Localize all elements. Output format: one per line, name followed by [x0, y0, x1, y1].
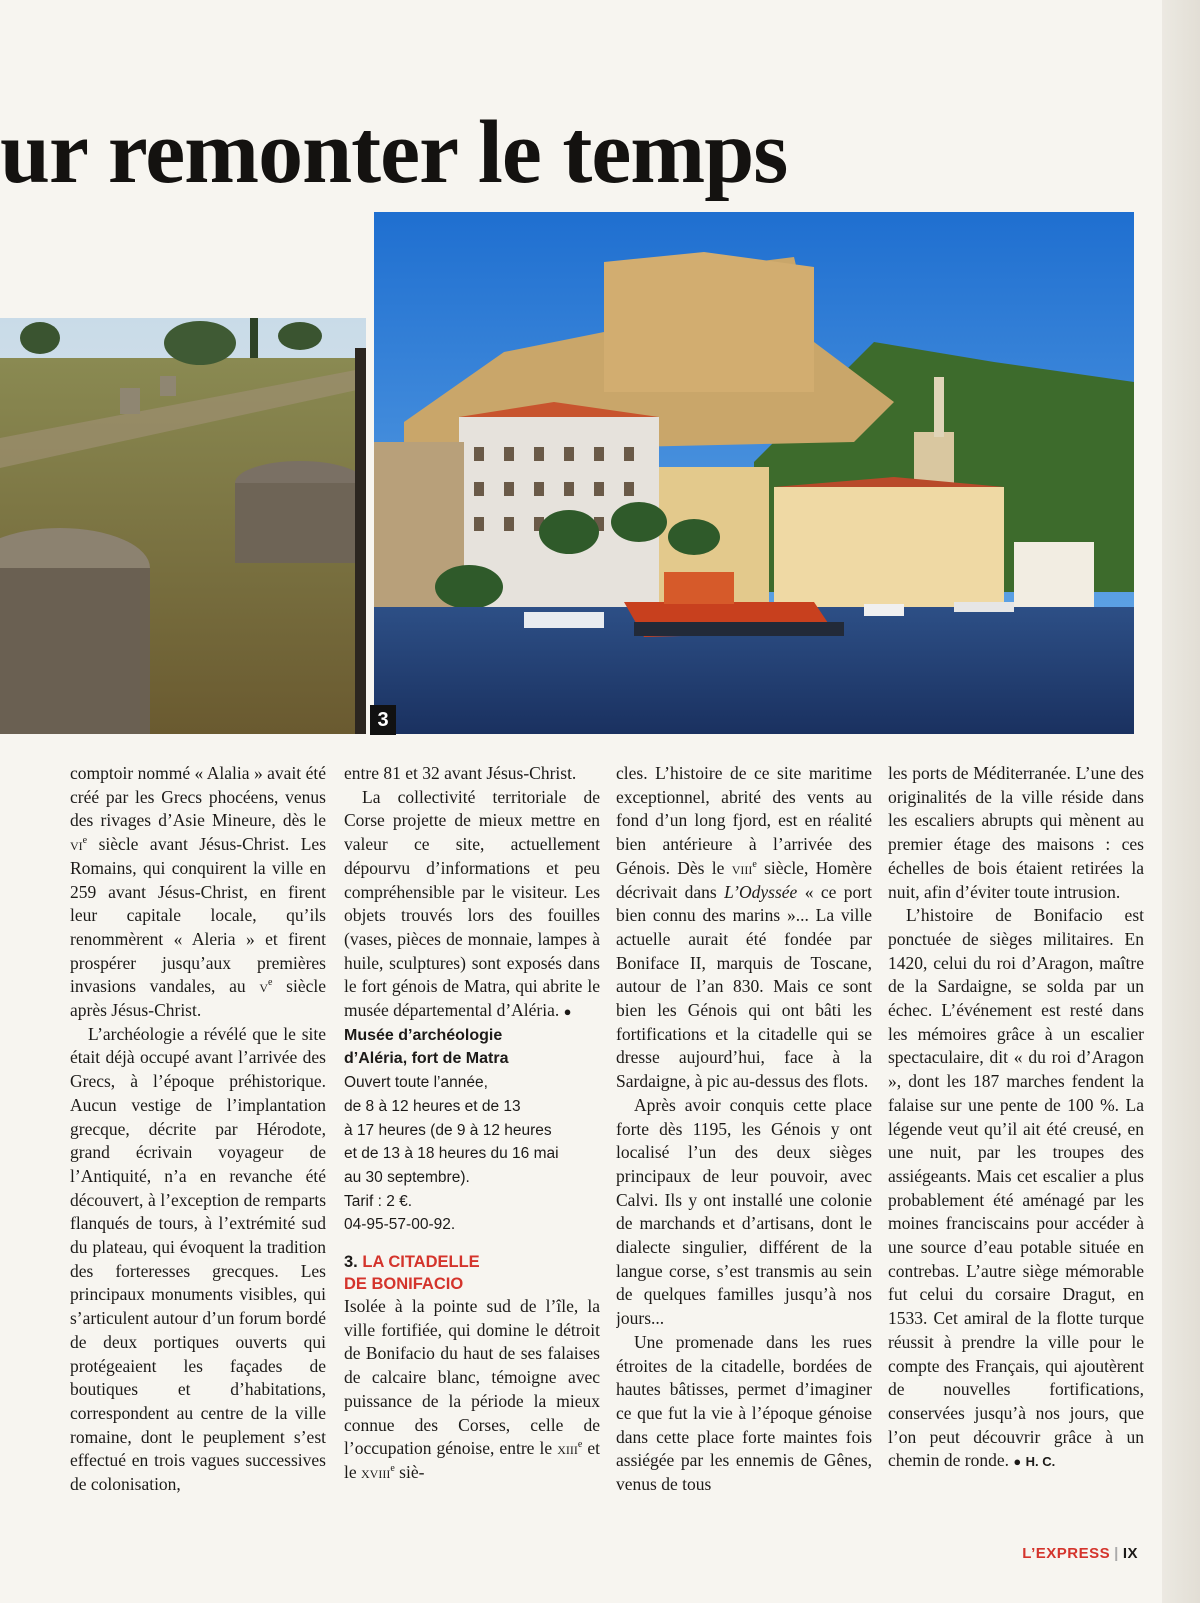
- article-column-4: [888, 762, 1144, 1532]
- paragraph: Isolée à la pointe sud de l’île, la ville fortifiée, qui domine le détroit de Bonifacio du haut de ses falaises de calcaire blanc, témoigne avec puissance de la période la mieux connue des Corses, celle de l’occupation génoise, entre le xiii$^e$ et le xviii$^e$ siè-: [344, 1296, 600, 1482]
- aleria-ruins-photo: [0, 318, 366, 734]
- paragraph: L’histoire de Bonifacio est ponctuée de sièges militaires. En 1420, celui du roi d’Aragon, maître de la Sardaigne, se solda par un échec. L’événement est resté dans les mémoires grâce à un escalier spectaculaire, dit « du roi d’Aragon », dont les 187 marches fendent la falaise sur une pente de 100 %. La légende veut qu’il ait été creusé, en une nuit, par les troupes des assiégeants. Mais cet escalier a plus probablement été aménagé par les moines franciscains pour accéder à une source d’eau potable située en contrebas. L’autre siège mémorable fut celui du corsaire Dragut, en 1533. Cet amiral de la flotte turque réussit à prendre la ville pour le compte des Français, qui ajoutèrent de nouvelles fortifications, conservées jusqu’à nos jours, que l’on peut découvrir grâce à un chemin de ronde. ● H. C.: [888, 905, 1144, 1471]
- page-footer: [1022, 1545, 1138, 1562]
- paragraph: Une promenade dans les rues étroites de la citadelle, bordées de hautes bâtisses, permet d’imaginer ce que fut la vie à l’époque génoise dans cette place forte maintes fois assiégée par les ennemis de Gênes, venus de tous: [616, 1331, 872, 1495]
- paragraph: cles. L’histoire de ce site maritime exceptionnel, abrité des vents au fond d’un long fjord, est en réalité bien antérieure à l’arrivée des Génois. Dès le viii$^e$ siècle, Homère décrivait dans L’Odyssée « ce port bien connu des marins »... La ville actuelle aurait été fondée par Boniface II, marquis de Toscane, autour de l’an 830. Mais ce sont bien les Génois qui ont bâti les fortifications et la citadelle qui se dresse aujourd’hui, face à la Sardaigne, à pic au-dessus des flots.: [616, 763, 872, 1092]
- end-mark: ●: [1013, 1454, 1022, 1470]
- page-number: IX: [1122, 1545, 1138, 1562]
- paragraph: La collectivité territoriale de Corse projette de mieux mettre en valeur ce site, actuellement dépourvu d’informations et peu compréhensible par le visiteur. Les objets trouvés lors des fouilles (vases, pièces de monnaie, lampes à huile, sculptures) sont exposés dans le fort génois de Matra, qui abrite le musée départemental d’Aléria. ●: [344, 786, 600, 1021]
- phone-number: 04-95-57-00-92.: [344, 1216, 456, 1234]
- info-line: de 8 à 12 heures et de 13: [344, 1097, 521, 1115]
- paragraph: Après avoir conquis cette place forte dès 1195, les Génois y ont localisé l’un des deux sièges principaux de leur pouvoir, avec Calvi. Ils y ont installé une colonie de marchands et d’artisans, dont le dialecte singulier, différent de la langue corse, s’est transmis au sein de quelques familles jusqu’à nos jours...: [616, 1094, 872, 1329]
- museum-info-box: [344, 1024, 600, 1237]
- paragraph: L’archéologie a révélé que le site était déjà occupé avant l’arrivée des Grecs, à l’époque préhistorique. Aucun vestige de l’implantation grecque, décrite par Hérodote, grand écrivain voyageur de l’Antiquité, n’a en revanche été découvert, à l’exception de remparts flanqués de tours, à l’extrémité sud du plateau, qui évoquent la tradition des forteresses grecques. Les principaux monuments visibles, qui s’articulent autour d’un forum bordé de deux portiques ouverts qui protégeaient les façades de boutiques et d’habitations, correspondent au centre de la ville romaine, dont le peuplement s’est effectué en trois vagues successives de colonisation,: [70, 1023, 326, 1495]
- info-line: à 17 heures (de 9 à 12 heures: [344, 1121, 552, 1139]
- section-heading: 3. LA CITADELLE DE BONIFACIO: [344, 1253, 480, 1294]
- info-line: au 30 septembre).: [344, 1168, 470, 1186]
- paragraph: les ports de Méditerranée. L’une des originalités de la ville réside dans les escaliers abrupts qui mènent au premier étage des maisons : ces échelles de bois étaient retirées la nuit, afin d’éviter toute intrusion.: [888, 763, 1144, 902]
- article-column-1: [70, 762, 326, 1532]
- facing-page-edge: [1162, 0, 1200, 1603]
- museum-location: d’Aléria, fort de Matra: [344, 1050, 509, 1068]
- museum-name: Musée d’archéologie: [344, 1026, 503, 1044]
- photo-number-badge: 3: [370, 705, 396, 735]
- article-column-3: [616, 762, 872, 1532]
- paragraph: comptoir nommé « Alalia » avait été créé par les Grecs phocéens, venus des rivages d’Asie Mineure, dès le $vi^e$ siècle avant Jésus-Christ. Les Romains, qui conquirent la ville en 259 avant Jésus-Christ, en firent leur capitale locale, qu’ils renommèrent « Aleria » et firent prospérer jusqu’aux premières invasions vandales, au $v^e$ siècle après Jésus-Christ.: [70, 763, 326, 1021]
- magazine-brand: L’EXPRESS: [1022, 1545, 1111, 1562]
- price: Tarif : 2 €.: [344, 1192, 413, 1210]
- footer-separator: |: [1114, 1545, 1119, 1562]
- author-signature: H. C.: [1025, 1454, 1056, 1470]
- info-line: et de 13 à 18 heures du 16 mai: [344, 1145, 559, 1163]
- info-line: Ouvert toute l’année,: [344, 1074, 488, 1092]
- page-headline: ur remonter le temps: [0, 103, 788, 202]
- article-column-2: [344, 762, 600, 1532]
- bonifacio-citadel-photo: [374, 212, 1134, 734]
- end-mark: ●: [563, 1004, 572, 1020]
- paragraph: entre 81 et 32 avant Jésus-Christ.: [344, 763, 577, 783]
